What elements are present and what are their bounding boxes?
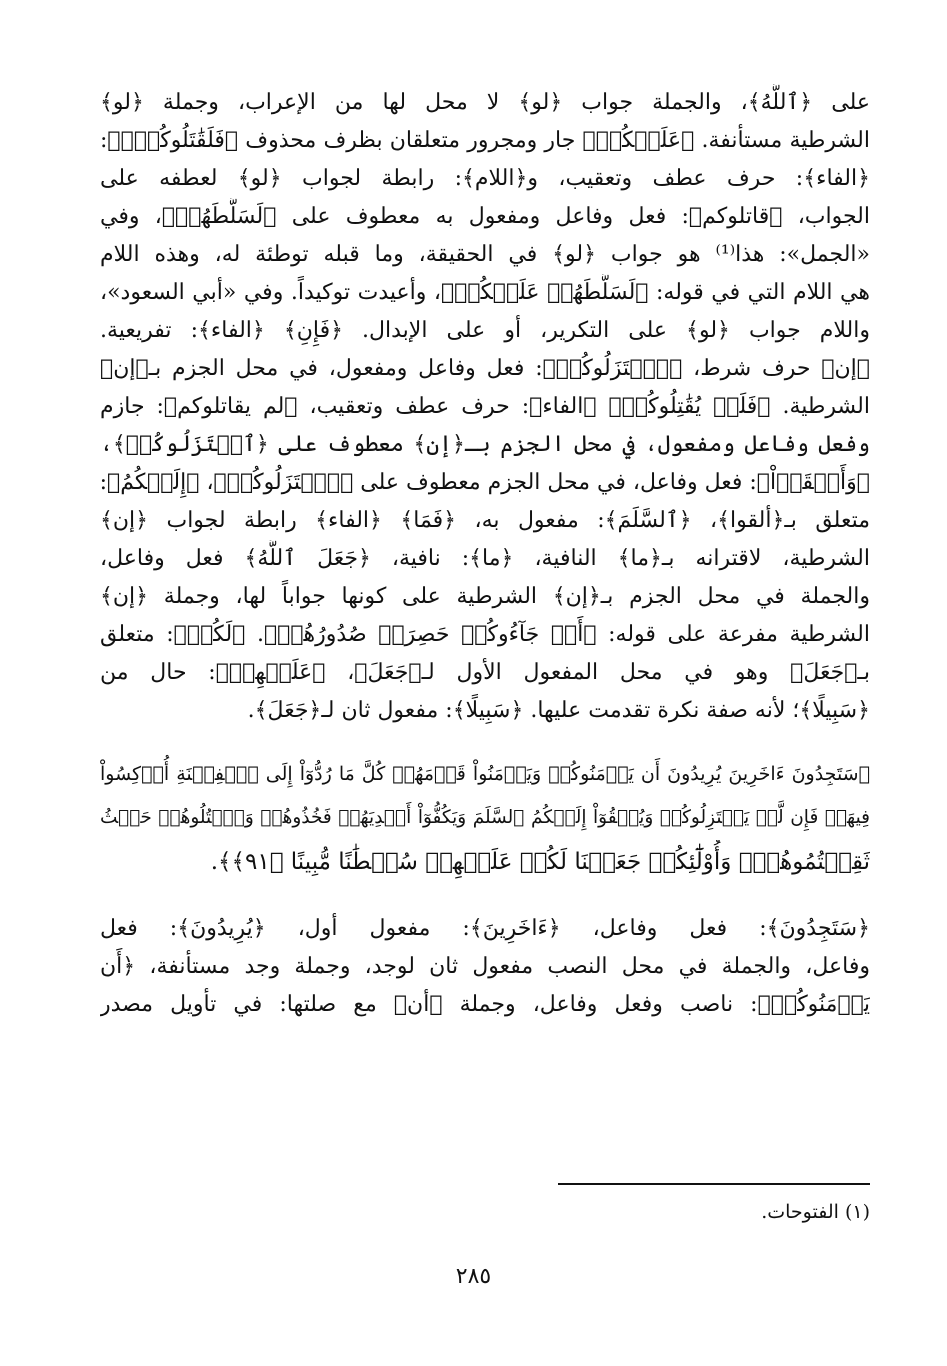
text-line: ﴿سَبِيلًا﴾؛ لأنه صفة نكرة تقدمت عليها. ﴿سَبِيلًا﴾: مفعول ثان لـ﴿جَعَلَ﴾. — [247, 698, 870, 723]
commentary-paragraph — [100, 84, 870, 730]
verse-line: ثَقِفۡتُمُوهُمۡۚ وَأُوْلَٰٓئِكُمۡ جَعَلۡنَا لَكُمۡ عَلَيۡهِمۡ سُلۡطَٰنًا مُّبِينًا ﴿٩١﴾﴾. — [210, 849, 870, 875]
text-line: الشرطية مستأنفة. ﴿عَلَيۡكُمۡ﴾ جار ومجرور متعلقان بظرف محذوف ﴿فَلَقَٰتَلُوكُمۡۚ﴾: — [100, 128, 870, 153]
text-line: ﴿وَأَلۡقَوۡاْ﴾: فعل وفاعل، في محل الجزم معطوف على ﴿ٱعۡتَزَلُوكُمۡ﴾، ﴿إِلَيۡكُمُ﴾: — [100, 470, 870, 495]
text-line: وفعل وفاعل ومفعول، في محل الجزم بـ﴿إن﴾ معطوف على ﴿ٱعۡتَزَلُوكُمۡ﴾، — [100, 432, 870, 457]
text-line: بـ﴿جَعَلَ﴾ وهو في محل المفعول الأول لـ﴿جَعَلَ﴾، ﴿عَلَيۡهِمۡ﴾: حال من — [100, 660, 870, 685]
text-line: واللام جواب ﴿لو﴾ على التكرير، أو على الإبدال. ﴿فَإِنِ﴾ ﴿الفاء﴾: تفريعية. — [100, 318, 870, 343]
text-line: الشرطية. ﴿فَلَمۡ يُقَٰتِلُوكُمۡ﴾ ﴿الفاء﴾: حرف عطف وتعقيب، ﴿لم يقاتلوكم﴾: جازم — [100, 394, 870, 419]
page-number: ٢٨٥ — [455, 1264, 492, 1289]
footnote: (١) الفتوحات. — [761, 1201, 870, 1223]
text-line: ﴿إن﴾ حرف شرط، ﴿ٱعۡتَزَلُوكُمۡ﴾: فعل وفاعل ومفعول، في محل الجزم بـ﴿إن﴾ — [100, 356, 870, 381]
text-line: متعلق بـ﴿ألقوا﴾، ﴿ٱلسَّلَمَ﴾: مفعول به، ﴿فَمَا﴾ ﴿الفاء﴾ رابطة لجواب ﴿إن﴾ — [100, 508, 870, 533]
footnote-divider — [558, 1183, 870, 1185]
quran-verse — [100, 752, 870, 884]
text-line: يَأۡمَنُوكُمۡ﴾: ناصب وفعل وفاعل، وجملة ﴿أن﴾ مع صلتها: في تأويل مصدر — [100, 992, 870, 1017]
page-body — [100, 84, 870, 1024]
text-line: ﴿سَتَجِدُونَ﴾: فعل وفاعل، ﴿ءَاخَرِينَ﴾: مفعول أول، ﴿يُرِيدُونَ﴾: فعل — [100, 916, 870, 941]
text-line: والجملة في محل الجزم بـ﴿إن﴾ الشرطية على كونها جواباً لها، وجملة ﴿إن﴾ — [100, 584, 870, 609]
text-line: الشرطية مفرعة على قوله: ﴿أَوۡ جَآءُوكُمۡ حَصِرَتۡ صُدُورُهُمۡ﴾. ﴿لَكُمۡ﴾: متعلق — [100, 622, 870, 647]
text-line: وفاعل، والجملة في محل النصب مفعول ثان لوجد، وجملة وجد مستأنفة، ﴿أَن — [100, 954, 870, 979]
verse-line: ﴿سَتَجِدُونَ ءَاخَرِينَ يُرِيدُونَ أَن يَأۡمَنُوكُمۡ وَيَأۡمَنُواْ قَوۡمَهُمۡ كُلَّ مَا رُدُّوٓاْ إِلَى ٱلۡفِتۡنَةِ أُرۡكِسُواْ — [100, 763, 870, 785]
text-line: ﴿الفاء﴾: حرف عطف وتعقيب، و﴿اللام﴾: رابطة لجواب ﴿لو﴾ لعطفه على — [100, 166, 870, 191]
text-line: الشرطية، لاقترانه بـ﴿ما﴾ النافية، ﴿ما﴾: نافية، ﴿جَعَلَ ٱللَّهُ﴾ فعل وفاعل، — [100, 546, 870, 571]
verse-line: فِيهَاۚ فَإِن لَّمۡ يَعۡتَزِلُوكُمۡ وَيُلۡقُوٓاْ إِلَيۡكُمُ ٱلسَّلَمَ وَيَكُفُّوٓاْ أَيۡدِيَهُمۡ فَخُذُوهُمۡ وَٱقۡتُلُوهُمۡ حَيۡثُ — [100, 807, 870, 828]
analysis-paragraph — [100, 910, 870, 1024]
text-line: الجواب، ﴿قاتلوكم﴾: فعل وفاعل ومفعول به معطوف على ﴿لَسَلَّطَهُمۡ﴾، وفي — [100, 204, 870, 229]
text-line: على ﴿ٱللَّهُ﴾، والجملة جواب ﴿لو﴾ لا محل لها من الإعراب، وجملة ﴿لو﴾ — [100, 90, 870, 115]
text-line: «الجمل»: هذا⁽¹⁾ هو جواب ﴿لو﴾ في الحقيقة، وما قبله توطئة له، وهذه اللام — [100, 242, 870, 267]
text-line: هي اللام التي في قوله: ﴿لَسَلَّطَهُمۡ عَلَيۡكُمۡ﴾، وأعيدت توكيداً. وفي «أبي السعود»، — [100, 280, 870, 305]
